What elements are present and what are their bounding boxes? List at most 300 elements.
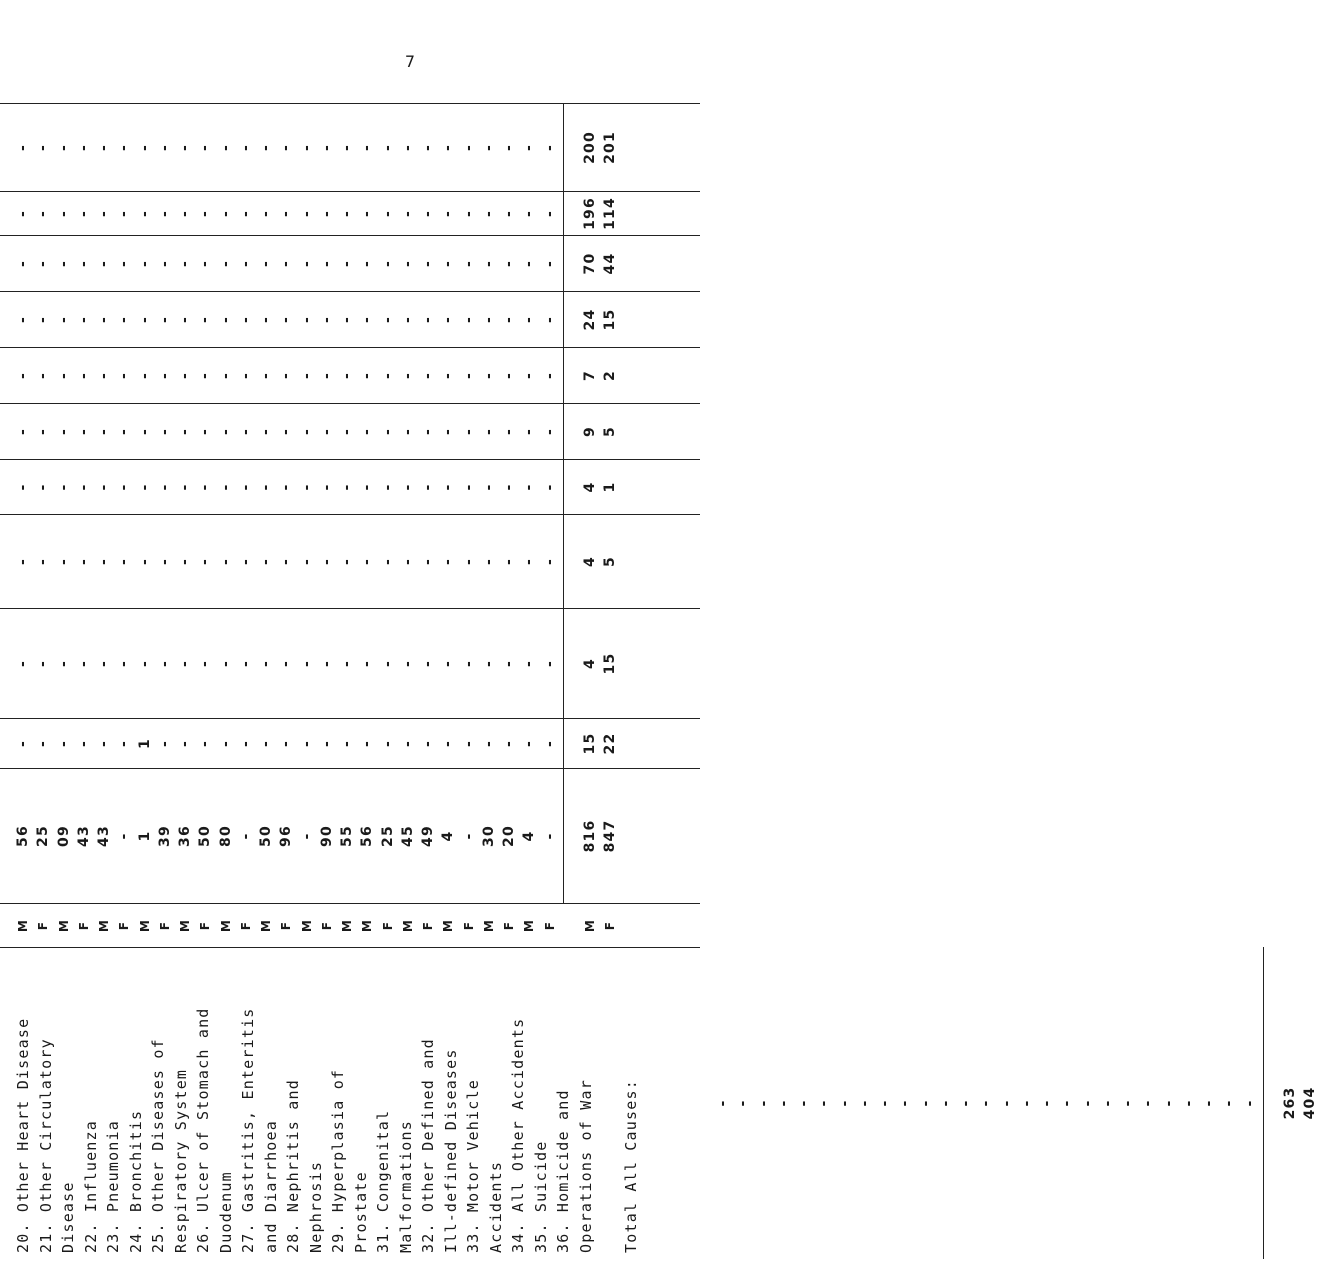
value-cell: 39 (156, 825, 173, 847)
value-cell: - (501, 372, 517, 380)
cause-label: 36. Homicide and (554, 1089, 572, 1253)
value-cell: - (217, 558, 234, 566)
value-cell: - (35, 210, 52, 218)
value-cell: - (298, 483, 315, 491)
value-cell: - (116, 558, 133, 566)
sex-cell: F (542, 920, 557, 931)
value-cell: - (521, 740, 538, 748)
value-cell: - (156, 558, 173, 566)
value-cell: - (177, 428, 193, 436)
value-cell: 50 (258, 825, 274, 847)
value-cell: - (197, 260, 214, 268)
value-cell: - (420, 660, 436, 668)
value-cell: - (217, 428, 234, 436)
value-cell: - (75, 483, 92, 491)
value-cell: - (1039, 1099, 1055, 1107)
value-cell: - (318, 144, 335, 152)
value-cell: - (278, 740, 295, 748)
total-rule (563, 515, 564, 608)
cause-label: and Diarrhoea (261, 1120, 280, 1253)
value-cell: - (197, 660, 214, 668)
value-cell: - (359, 372, 376, 380)
value-cell: - (318, 316, 335, 324)
value-cell: - (116, 428, 133, 436)
value-cell: - (217, 210, 234, 218)
total-rule (563, 609, 564, 718)
value-cell: 56 (359, 825, 376, 847)
sex-cell: F (36, 920, 51, 931)
value-cell: - (420, 740, 436, 748)
cause-label: Malformations (396, 1120, 415, 1253)
sex-cell: M (340, 918, 354, 933)
value-cell: - (541, 832, 558, 840)
value-cell: - (278, 483, 295, 491)
value-cell: - (420, 372, 436, 380)
value-cell: - (197, 210, 214, 218)
value-cell: - (460, 428, 477, 436)
value-cell: - (359, 260, 376, 268)
sex-cell: F (380, 920, 395, 931)
value-cell: - (1018, 1099, 1035, 1107)
value-cell: - (978, 1099, 995, 1107)
value-column (0, 718, 700, 768)
value-cell: - (298, 144, 315, 152)
value-cell: - (460, 558, 477, 566)
value-cell: - (399, 558, 416, 566)
value-cell: - (15, 210, 31, 218)
value-cell: - (440, 260, 457, 268)
sex-cell: M (299, 918, 314, 933)
value-cell: - (440, 483, 457, 491)
value-cell: - (480, 428, 497, 436)
value-cell: - (460, 740, 477, 748)
cause-label: 28. Nephritis and (284, 1079, 302, 1253)
value-cell: 20 (501, 825, 517, 847)
value-cell: - (541, 660, 558, 668)
value-cell: - (339, 316, 355, 324)
sex-cell: M (16, 918, 30, 933)
value-cell: - (15, 740, 31, 748)
value-cell: 30 (480, 825, 497, 847)
value-cell: - (177, 144, 193, 152)
total-rule (563, 404, 564, 459)
value-cell: - (15, 558, 31, 566)
value-cell: - (379, 558, 396, 566)
value-cell: - (521, 428, 538, 436)
value-cell: - (501, 260, 517, 268)
cause-label: 23. Pneumonia (104, 1120, 122, 1253)
value-cell: 4 (582, 658, 598, 669)
value-cell: - (116, 740, 133, 748)
value-cell: - (1099, 1099, 1116, 1107)
cause-label: Ill-defined Diseases (441, 1048, 460, 1253)
value-cell: - (35, 740, 52, 748)
sex-cell: F (421, 920, 435, 931)
value-cell: - (116, 260, 133, 268)
cause-label: Nephrosis (306, 1160, 325, 1253)
value-cell: - (35, 144, 52, 152)
mortality-table-rotated (0, 81, 1319, 1281)
value-cell: - (96, 316, 112, 324)
value-cell: - (258, 144, 274, 152)
value-cell: - (399, 144, 416, 152)
sex-cell: F (319, 920, 334, 931)
value-cell: - (998, 1099, 1015, 1107)
value-cell: - (197, 372, 214, 380)
value-cell: - (359, 740, 376, 748)
value-cell: - (298, 316, 315, 324)
value-cell: - (399, 740, 416, 748)
value-cell: - (420, 144, 436, 152)
total-rule (563, 236, 564, 291)
value-cell: 847 (602, 819, 619, 853)
value-cell: - (217, 144, 234, 152)
value-cell: - (177, 260, 193, 268)
value-cell: - (460, 832, 477, 840)
value-cell: 49 (420, 825, 436, 847)
mortality-table (0, 104, 1319, 1259)
value-cell: - (156, 260, 173, 268)
value-cell: - (298, 260, 315, 268)
value-cell: - (318, 660, 335, 668)
value-cell: - (775, 1099, 792, 1107)
value-cell: - (379, 740, 396, 748)
value-cell: - (116, 483, 133, 491)
value-cell: - (521, 316, 538, 324)
value-cell: 4 (582, 556, 598, 567)
value-cell: - (480, 316, 497, 324)
cause-label: 24. Bronchitis (126, 1109, 145, 1253)
cause-label: 29. Hyperplasia of (329, 1068, 347, 1253)
value-cell: 816 (582, 819, 598, 853)
value-cell: - (96, 558, 112, 566)
value-cell: - (1059, 1099, 1076, 1107)
value-cell: 50 (197, 825, 214, 847)
value-cell: - (298, 558, 315, 566)
value-cell: - (440, 428, 457, 436)
value-cell: - (237, 144, 254, 152)
value-cell: - (521, 372, 538, 380)
value-cell: - (480, 660, 497, 668)
value-cell: 114 (602, 197, 619, 230)
value-cell: - (136, 558, 153, 566)
value-cell: - (237, 740, 254, 748)
value-cell: - (541, 558, 558, 566)
value-cell: - (440, 144, 457, 152)
value-cell: - (278, 428, 295, 436)
value-cell: 1 (136, 738, 153, 749)
value-cell: - (339, 740, 355, 748)
value-cell: 80 (217, 825, 234, 847)
value-cell: - (55, 316, 72, 324)
value-cell: - (541, 210, 558, 218)
value-cell: 15 (602, 308, 619, 331)
value-column (0, 291, 700, 347)
value-cell: - (379, 660, 396, 668)
value-cell: - (15, 316, 31, 324)
value-cell: - (440, 740, 457, 748)
value-cell: - (116, 832, 133, 840)
sex-cell: F (461, 920, 476, 931)
page-number: 7 (404, 52, 416, 71)
value-cell: - (501, 483, 517, 491)
value-cell: - (177, 483, 193, 491)
value-cell: - (1241, 1099, 1258, 1107)
value-cell: - (339, 660, 355, 668)
value-column (700, 947, 1319, 1259)
value-column (0, 608, 700, 718)
cause-label: 33. Motor Vehicle (464, 1079, 482, 1253)
value-cell: 200 (582, 131, 598, 164)
value-cell: - (15, 260, 31, 268)
total-rule (1263, 947, 1264, 1259)
value-cell: - (55, 428, 72, 436)
value-cell: - (197, 428, 214, 436)
value-cell: - (156, 740, 173, 748)
value-cell: - (96, 260, 112, 268)
value-cell: - (379, 428, 396, 436)
value-cell: - (339, 483, 355, 491)
cause-label: Disease (59, 1181, 77, 1253)
value-cell: - (877, 1099, 893, 1107)
value-cell: - (480, 372, 497, 380)
value-cell: - (55, 483, 72, 491)
value-cell: 09 (55, 825, 72, 847)
value-cell: 25 (35, 825, 52, 847)
value-cell: - (318, 372, 335, 380)
value-cell: - (521, 660, 538, 668)
value-cell: 1 (602, 481, 619, 493)
value-cell: - (96, 740, 112, 748)
value-cell: - (460, 260, 477, 268)
value-cell: - (318, 210, 335, 218)
value-cell: - (460, 372, 477, 380)
value-cell: - (541, 372, 558, 380)
value-cell: - (237, 428, 254, 436)
sex-cell: F (117, 920, 132, 931)
value-cell: - (75, 740, 92, 748)
value-cell: - (379, 144, 396, 152)
value-cell: - (318, 428, 335, 436)
cause-label: 22. Influenza (81, 1120, 100, 1253)
value-cell: - (75, 660, 92, 668)
value-cell: - (278, 660, 295, 668)
value-cell: - (541, 260, 558, 268)
total-rule (563, 348, 564, 403)
value-cell: 404 (1302, 1086, 1319, 1120)
value-column (0, 235, 700, 291)
value-cell: - (501, 316, 517, 324)
total-rule (563, 104, 564, 191)
value-cell: - (460, 660, 477, 668)
value-cell: - (217, 260, 234, 268)
value-cell: - (501, 210, 517, 218)
value-cell: - (116, 210, 133, 218)
value-cell: - (136, 210, 153, 218)
value-cell: - (217, 316, 234, 324)
value-cell: - (116, 316, 133, 324)
sex-cell: M (218, 918, 233, 933)
total-rule (563, 719, 564, 768)
value-cell: - (1079, 1099, 1096, 1107)
sex-cell: M (178, 918, 192, 933)
sex-cell: M (522, 918, 537, 933)
value-cell: - (258, 210, 274, 218)
value-cell: - (96, 144, 112, 152)
value-cell: - (460, 483, 477, 491)
value-cell: - (237, 260, 254, 268)
value-cell: - (521, 260, 538, 268)
value-cell: - (197, 483, 214, 491)
value-cell: - (258, 558, 274, 566)
value-cell: - (339, 558, 355, 566)
value-cell: - (339, 372, 355, 380)
sex-cell: M (400, 918, 415, 933)
value-cell: - (298, 210, 315, 218)
value-cell: - (541, 428, 558, 436)
value-cell: 5 (602, 426, 619, 437)
value-cell: 5 (602, 556, 619, 567)
value-column (0, 768, 700, 903)
value-cell: - (501, 428, 517, 436)
value-cell: - (816, 1099, 833, 1107)
value-cell: - (480, 483, 497, 491)
value-cell: - (735, 1099, 752, 1107)
value-cell: - (278, 558, 295, 566)
value-cell: - (318, 740, 335, 748)
value-cell: - (258, 260, 274, 268)
value-cell: - (501, 740, 517, 748)
sex-cell: M (137, 918, 152, 933)
value-cell: - (480, 740, 497, 748)
value-cell: - (237, 660, 254, 668)
value-cell: - (541, 483, 558, 491)
cause-label: 21. Other Circulatory (36, 1038, 55, 1253)
value-cell: - (521, 210, 538, 218)
value-cell: - (359, 483, 376, 491)
cause-label: Respiratory System (171, 1068, 190, 1253)
cause-label: 35. Suicide (531, 1140, 550, 1253)
value-cell: - (420, 260, 436, 268)
value-cell: 25 (379, 825, 396, 847)
value-cell: - (258, 372, 274, 380)
sex-cell: M (360, 918, 375, 933)
sex-cell: F (279, 920, 294, 931)
value-cell: - (237, 832, 254, 840)
value-cell: - (75, 260, 92, 268)
value-cell: - (541, 316, 558, 324)
value-cell: - (521, 558, 538, 566)
value-cell: 55 (339, 825, 355, 847)
value-cell: - (217, 483, 234, 491)
value-cell: - (75, 558, 92, 566)
value-cell: - (420, 210, 436, 218)
cause-label: Operations of War (576, 1079, 595, 1253)
value-cell: - (318, 260, 335, 268)
value-cell: - (75, 372, 92, 380)
value-cell: - (460, 316, 477, 324)
value-cell: - (917, 1099, 934, 1107)
value-cell: - (55, 144, 72, 152)
value-cell: - (440, 316, 457, 324)
value-cell: - (55, 260, 72, 268)
value-cell: - (480, 260, 497, 268)
value-cell: - (35, 316, 52, 324)
value-cell: - (177, 372, 193, 380)
value-cell: - (440, 558, 457, 566)
value-cell: - (197, 558, 214, 566)
value-cell: - (1140, 1099, 1157, 1107)
value-cell: - (156, 483, 173, 491)
value-cell: - (440, 372, 457, 380)
value-cell: - (359, 428, 376, 436)
value-cell: - (1180, 1099, 1197, 1107)
value-cell: - (15, 483, 31, 491)
value-cell: - (521, 144, 538, 152)
value-cell: - (521, 483, 538, 491)
value-cell: 196 (582, 197, 598, 230)
value-cell: - (420, 316, 436, 324)
value-cell: - (796, 1099, 812, 1107)
value-cell: - (237, 316, 254, 324)
value-cell: - (399, 316, 416, 324)
value-cell: - (258, 316, 274, 324)
value-cell: - (177, 558, 193, 566)
value-cell: - (541, 740, 558, 748)
value-cell: - (35, 428, 52, 436)
value-cell: - (501, 144, 517, 152)
value-cell: - (15, 144, 31, 152)
value-cell: - (217, 372, 234, 380)
value-cell: - (440, 210, 457, 218)
value-column (0, 191, 700, 235)
value-cell: - (136, 144, 153, 152)
sex-cell: M (56, 918, 71, 933)
value-cell: - (298, 740, 315, 748)
value-cell: - (116, 660, 133, 668)
value-cell: - (75, 210, 92, 218)
sex-cell: F (603, 920, 618, 931)
cause-label: 27. Gastritis, Enteritis (239, 1007, 257, 1253)
cause-column (0, 947, 700, 1259)
cause-label: Duodenum (216, 1171, 235, 1253)
value-cell: - (501, 660, 517, 668)
value-cell: 44 (602, 252, 619, 275)
value-cell: - (197, 740, 214, 748)
sex-cell: M (481, 918, 496, 933)
value-cell: - (116, 144, 133, 152)
value-cell: - (96, 428, 112, 436)
value-cell: - (55, 210, 72, 218)
value-cell: - (379, 372, 396, 380)
value-column (0, 459, 700, 514)
value-cell: - (258, 428, 274, 436)
value-cell: 43 (75, 825, 92, 847)
value-cell: - (96, 210, 112, 218)
value-cell: - (480, 558, 497, 566)
value-cell: - (278, 144, 295, 152)
value-cell: - (258, 483, 274, 491)
value-cell: 56 (15, 825, 31, 847)
value-cell: - (197, 316, 214, 324)
value-cell: - (75, 316, 92, 324)
value-cell: - (217, 660, 234, 668)
value-cell: - (339, 260, 355, 268)
value-cell: - (116, 372, 133, 380)
value-cell: - (197, 144, 214, 152)
cause-label: 20. Other Heart Disease (14, 1017, 32, 1253)
value-cell: - (55, 740, 72, 748)
